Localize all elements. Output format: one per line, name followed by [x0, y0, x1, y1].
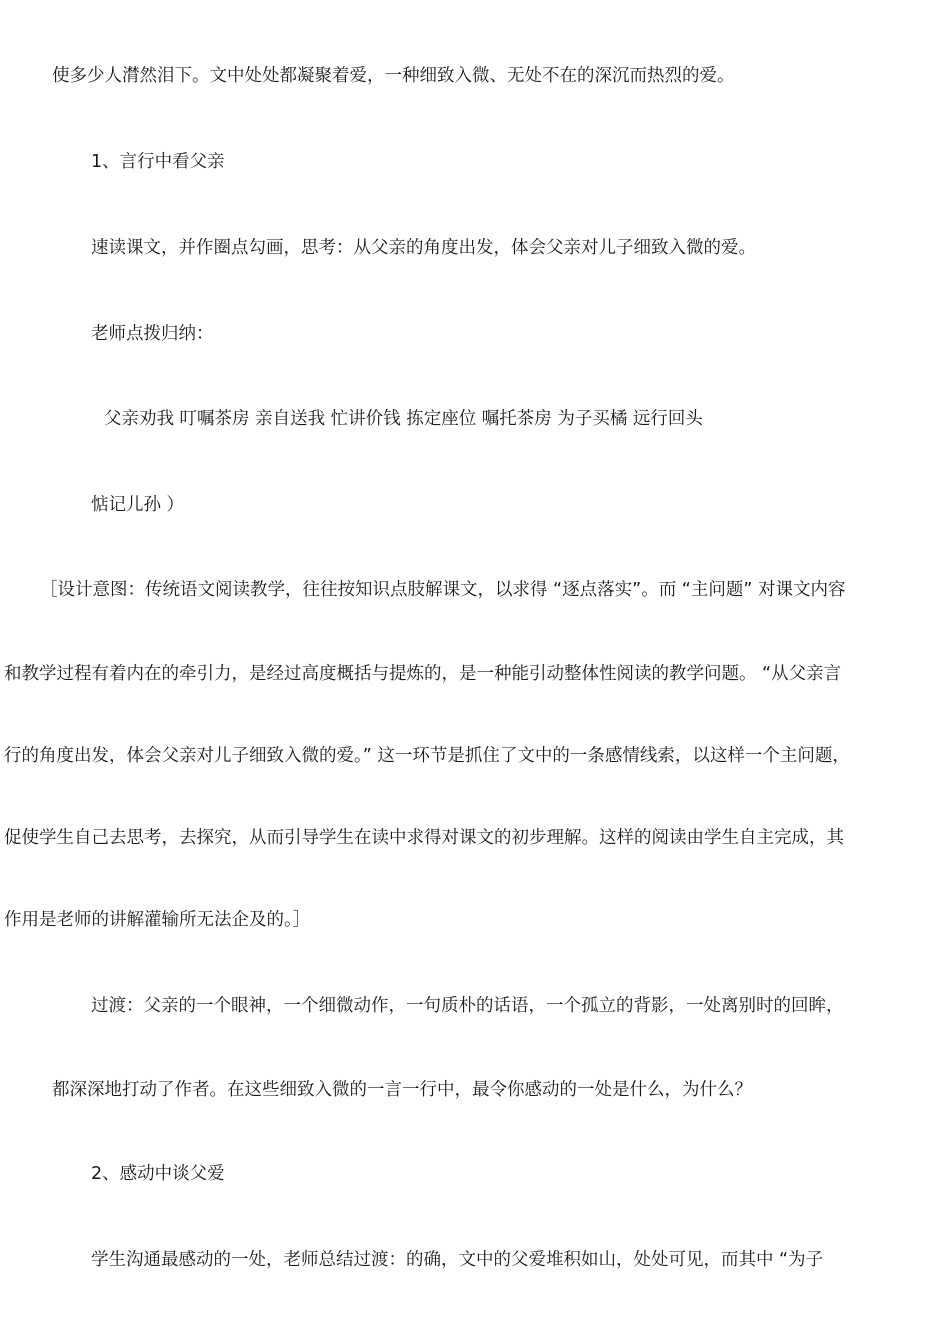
design-intent-line: 行的角度出发，体会父亲对儿子细致入微的爱。” 这一环节是抓住了文中的一条感情线索，以这样一个主问题， — [4, 746, 850, 766]
section-heading: 2、感动中谈父爱 — [91, 1164, 225, 1184]
section-heading: 1、言行中看父亲 — [91, 152, 225, 172]
design-intent-line: 促使学生自己去思考，去探究，从而引导学生在读中求得对课文的初步理解。这样的阅读由学生自主完成，其 — [4, 828, 844, 848]
paragraph-line: 父亲劝我 叮嘱茶房 亲自送我 忙讲价钱 拣定座位 嘱托茶房 为子买橘 远行回头 — [104, 409, 703, 429]
design-intent-line: ［设计意图：传统语文阅读教学，往往按知识点肢解课文，以求得 “逐点落实”。而 “主问题” 对课文内容 — [40, 580, 846, 600]
design-intent-line: 和教学过程有着内在的牵引力，是经过高度概括与提炼的，是一种能引动整体性阅读的教学问题。 “从父亲言 — [4, 664, 842, 684]
paragraph-line: 惦记儿孙 ） — [91, 495, 185, 515]
paragraph-line: 使多少人潸然泪下。文中处处都凝聚着爱，一种细致入微、无处不在的深沉而热烈的爱。 — [52, 66, 735, 86]
paragraph-line: 都深深地打动了作者。在这些细致入微的一言一行中，最令你感动的一处是什么，为什么？ — [52, 1080, 752, 1100]
paragraph-line: 过渡：父亲的一个眼神，一个细微动作，一句质朴的话语，一个孤立的背影，一处离别时的回眸， — [91, 996, 844, 1016]
paragraph-line: 老师点拨归纳： — [91, 324, 214, 344]
paragraph-line: 学生沟通最感动的一处，老师总结过渡：的确，文中的父爱堆积如山，处处可见，而其中 “为子 — [91, 1250, 824, 1270]
design-intent-line: 作用是老师的讲解灌输所无法企及的。］ — [4, 910, 311, 930]
paragraph-line: 速读课文，并作圈点勾画，思考：从父亲的角度出发，体会父亲对儿子细致入微的爱。 — [91, 238, 756, 258]
